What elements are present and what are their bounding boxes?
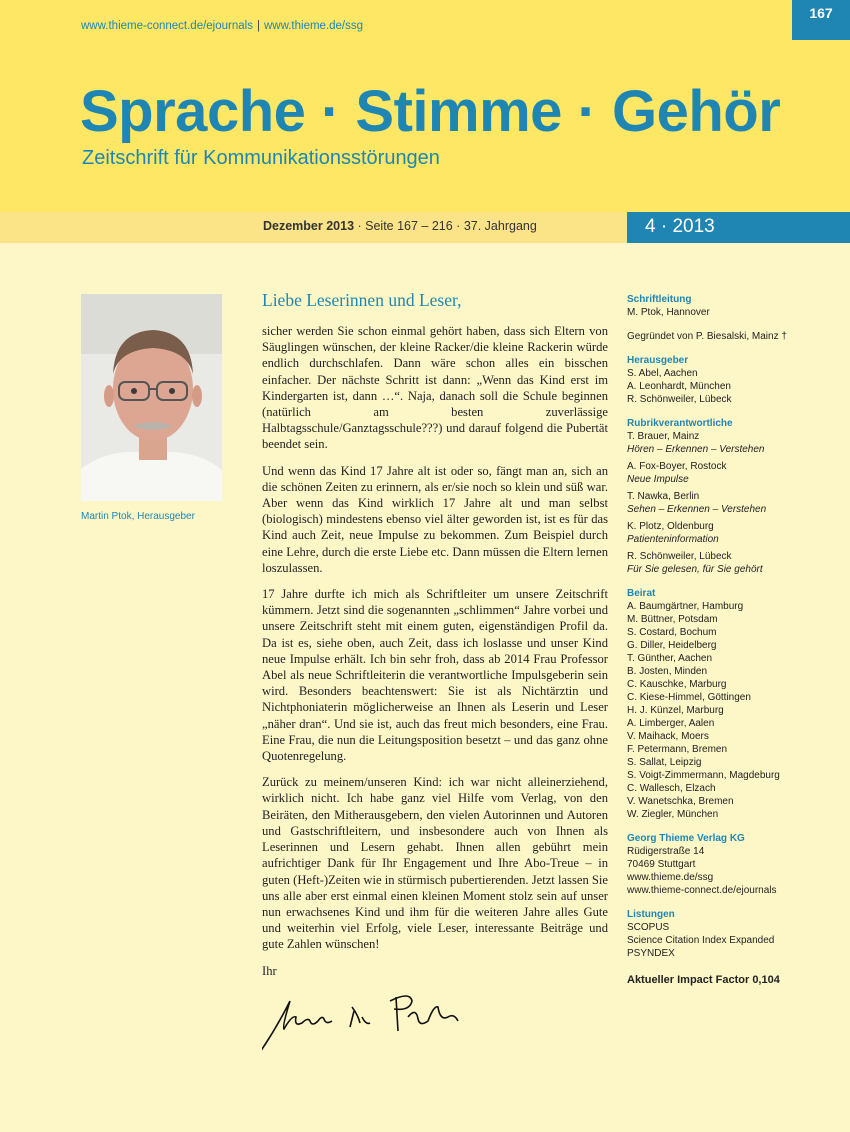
rubrik-topic: Für Sie gelesen, für Sie gehört [627,564,763,575]
editorial-paragraph: Zurück zu meinem/unseren Kind: ich war nicht alleinerziehend, wirklich nicht. Ich habe ganz viel Hilfe vom Verlag, von den Beiräten, den Mitherausgebern, den vielen Autorinnen und Autoren und Gastschriftleitern, und insbesondere auch von Ihnen als Leserinnen und Lesern gehabt. Ihnen allen gebührt mein aufrichtiger Dank für Ihr Engagement und Ihre Abo-Treue – in guten (Heft-)Zeiten wie in stürmisch pubertierenden. Jetzt lassen Sie uns alle aber erst einmal einen kleinen Moment stolz sein auf unser nun erwachsenes Kind und ihm für die weiteren Jahre alles Gute und weiterhin viel Erfolg, viele Leser, interessante Beiträge und gute Zahlen wünschen! [262,775,608,952]
editorial-column [262,290,608,1082]
beirat-item: V. Maihack, Moers [627,731,709,742]
listungen-heading: Listungen [627,909,675,920]
rubrik-topic: Hören – Erkennen – Verstehen [627,444,765,455]
listungen-item: SCOPUS [627,922,670,933]
rubrik-heading: Rubrikverantwortliche [627,418,733,429]
editorial-greeting: Liebe Leserinnen und Leser, [262,290,462,310]
verlag-heading: Georg Thieme Verlag KG [627,833,745,844]
ejournals-link[interactable]: www.thieme-connect.de/ejournals [81,20,253,32]
ssg-link[interactable]: www.thieme.de/ssg [263,20,364,32]
listungen-item: PSYNDEX [627,948,675,959]
editor-photo [81,294,222,501]
handwritten-signature [262,987,608,1082]
verlag-link[interactable]: www.thieme.de/ssg [627,872,714,883]
herausgeber-item: R. Schönweiler, Lübeck [627,394,732,405]
beirat-item: C. Kiese-Himmel, Göttingen [627,692,751,703]
beirat-item: H. J. Künzel, Marburg [627,705,724,716]
issue-date: Dezember 2013 [263,219,355,233]
impact-factor: Aktueller Impact Factor 0,104 [627,974,780,986]
beirat-item: A. Baumgärtner, Hamburg [627,601,744,612]
issue-label: 4 · 2013 [627,212,850,243]
beirat-item: S. Costard, Bochum [627,627,717,638]
beirat-item: C. Kauschke, Marburg [627,679,727,690]
rubrik-topic: Patienteninformation [627,534,719,545]
founded-note: Gegründet von P. Biesalski, Mainz † [627,331,787,342]
beirat-item: G. Diller, Heidelberg [627,640,717,651]
editorial-paragraph: Und wenn das Kind 17 Jahre alt ist oder so, fängt man an, sich an die schönen Zeiten zu erinnern, als er/sie noch so klein und süß war. Aber wenn das Kind wirklich 17 Jahre alt und man selbst (biologisch) mindestens ebenso viel älter geworden ist, ist es für das Kind auch Zeit, neue Impulse zu bekommen. Zum Beispiel durch eine Lehre, durch die erste Liebe etc. Dann müssen die Eltern lernen loszulassen. [262,463,608,575]
beirat-heading: Beirat [627,588,656,599]
journal-header [0,0,850,212]
rubrik-name: A. Fox-Boyer, Rostock [627,461,727,472]
rubrik-name: T. Brauer, Mainz [627,431,700,442]
editorial-closing: Ihr [262,963,277,978]
beirat-item: S. Sallat, Leipzig [627,757,702,768]
editorial-paragraph: 17 Jahre durfte ich mich als Schriftleiter um unsere Zeitschrift kümmern. Jetzt sind die sogenannten „schlimmen“ Jahre vorbei und unsere Zeitschrift steht mit einem guten, eigenständigen Profil da. Da ist es, siehe oben, auch Zeit, dass ich loslasse und unser Kind neue Impulse erhält. Ich bin sehr froh, dass ab 2014 Frau Professor Abel als neue Schriftleiterin die verantwortliche Impulsgeberin sein wird. Besonders beachtenswert: Sie ist als Nichtärztin und Nichtphoniaterin möglicherweise an Ihnen als Leserin und Leser „näher dran“. Und sie ist, auch das freut mich besonders, eine Frau. Eine Frau, die nun die Leitungsposition besetzt – und das ganz ohne Quotenregelung. [262,587,608,764]
schriftleitung-name: M. Ptok, Hannover [627,307,710,318]
beirat-item: A. Limberger, Aalen [627,718,715,729]
issue-info [263,219,537,233]
herausgeber-heading: Herausgeber [627,355,689,366]
link-separator: | [256,20,260,32]
journal-title: Sprache · Stimme · Gehör [80,79,781,144]
beirat-item: T. Günther, Aachen [627,653,713,664]
beirat-item: W. Ziegler, München [627,809,719,820]
rubrik-name: K. Plotz, Oldenburg [627,521,714,532]
issue-pages: · Seite 167 – 216 · 37. Jahrgang [354,219,537,233]
rubrik-name: T. Nawka, Berlin [627,491,700,502]
herausgeber-item: S. Abel, Aachen [627,368,698,379]
beirat-item: V. Wanetschka, Bremen [627,796,734,807]
photo-caption: Martin Ptok, Herausgeber [81,511,195,522]
verlag-address: Rüdigerstraße 14 [627,846,705,857]
journal-subtitle: Zeitschrift für Kommunikationsstörungen [82,147,440,169]
rubrik-name: R. Schönweiler, Lübeck [627,551,732,562]
header-links [81,20,363,32]
verlag-link[interactable]: www.thieme-connect.de/ejournals [627,885,777,896]
beirat-item: C. Wallesch, Elzach [627,783,716,794]
beirat-item: S. Voigt-Zimmermann, Magdeburg [627,770,780,781]
beirat-item: F. Petermann, Bremen [627,744,728,755]
herausgeber-item: A. Leonhardt, München [627,381,731,392]
rubrik-topic: Neue Impulse [627,474,689,485]
listungen-item: Science Citation Index Expanded [627,935,775,946]
beirat-item: M. Büttner, Potsdam [627,614,718,625]
verlag-city: 70469 Stuttgart [627,859,696,870]
editorial-paragraph: sicher werden Sie schon einmal gehört haben, dass sich Eltern von Säuglingen wünschen, der kleine Racker/die kleine Rackerin würde endlich durchschlafen. Dann wäre schon alles ein bisschen einfacher. Der nächste Schritt ist dann: „Wenn das Kind erst im Kindergarten ist, dann …“. Naja, danach soll die Schule beginnen (natürlich am besten zuverlässige Halbtagsschule/Ganztagsschule???) und darauf folgend die Pubertät beendet sein. [262,324,608,452]
beirat-item: B. Josten, Minden [627,666,708,677]
page-number: 167 [792,0,850,40]
masthead-sidebar [627,293,827,987]
schriftleitung-heading: Schriftleitung [627,294,692,305]
rubrik-topic: Sehen – Erkennen – Verstehen [627,504,767,515]
